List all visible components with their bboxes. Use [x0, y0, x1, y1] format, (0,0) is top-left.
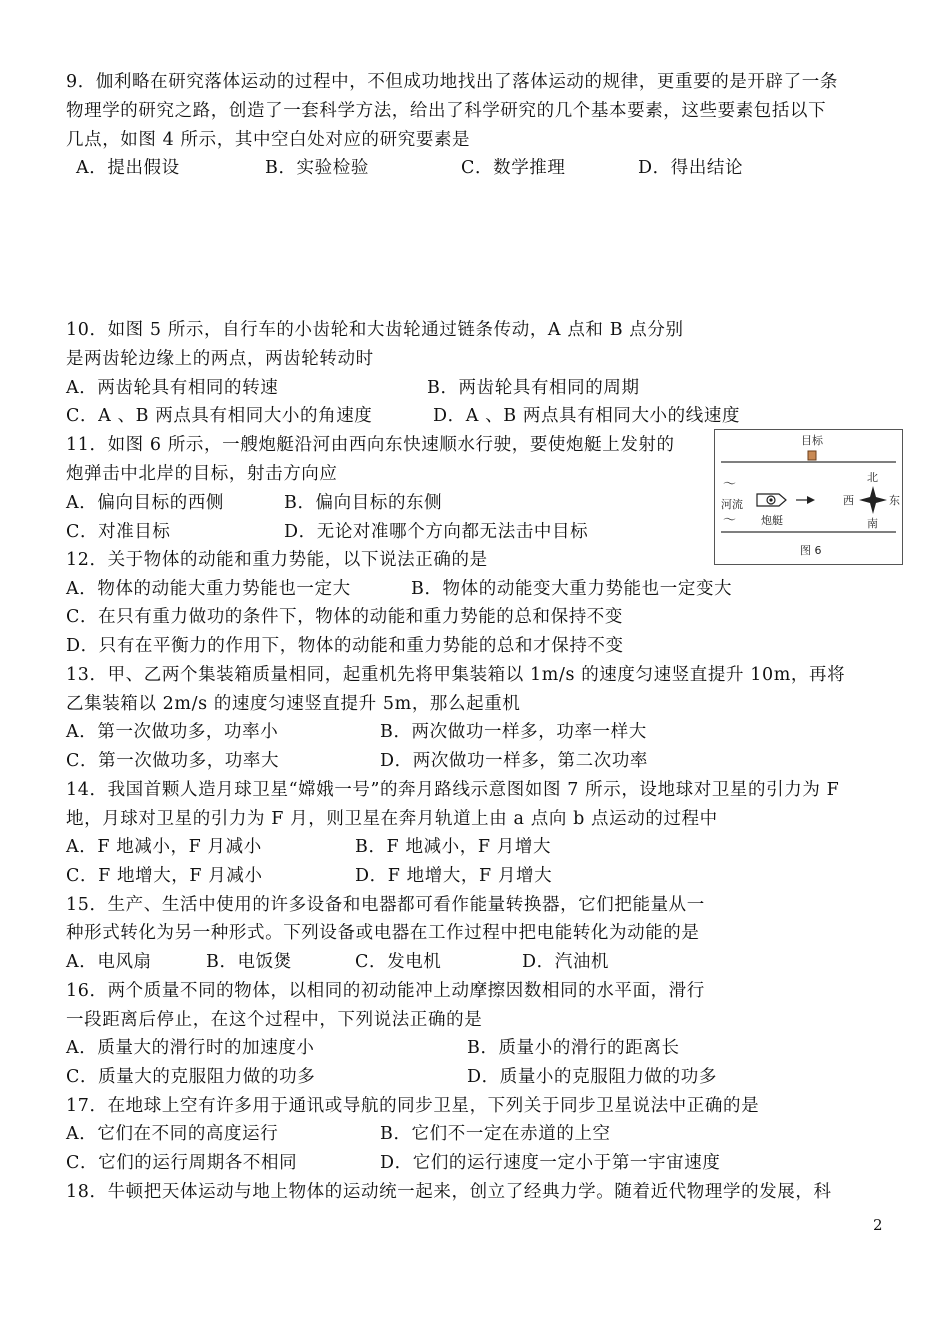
q9-line-3: 几点，如图 4 所示，其中空白处对应的研究要素是: [66, 130, 471, 150]
q15-option-b: B．电饭煲: [206, 952, 292, 972]
q10-line-1: 10．如图 5 所示，自行车的小齿轮和大齿轮通过链条传动，A 点和 B 点分别: [66, 320, 684, 340]
figure-6: [714, 429, 903, 565]
q13-line-2: 乙集装箱以 2m/s 的速度匀速竖直提升 5m，那么起重机: [66, 694, 521, 714]
compass-north-label: 北: [867, 471, 878, 484]
q11-option-a: A．偏向目标的西侧: [66, 493, 225, 513]
q13-option-b: B．两次做功一样多，功率一样大: [380, 722, 647, 742]
q16-option-a: A．质量大的滑行时的加速度小: [66, 1038, 315, 1058]
q13-option-d: D．两次做功一样多，第二次功率: [380, 751, 649, 771]
gunboat-icon: [757, 494, 786, 506]
compass-west-label: 西: [843, 494, 854, 507]
q12-option-c: C．在只有重力做功的条件下，物体的动能和重力势能的总和保持不变: [66, 607, 623, 627]
q10-option-a: A．两齿轮具有相同的转速: [66, 378, 279, 398]
q18-line-1: 18．牛顿把天体运动与地上物体的运动统一起来，创立了经典力学。随着近代物理学的发展，科: [66, 1182, 832, 1202]
q11-line-1: 11．如图 6 所示，一艘炮艇沿河由西向东快速顺水行驶，要使炮艇上发射的: [66, 435, 675, 455]
target-marker: [808, 451, 816, 460]
q14-option-d: D．F 地增大，F 月增大: [355, 866, 553, 886]
q11-line-2: 炮弹击中北岸的目标，射击方向应: [66, 464, 338, 484]
compass-east-label: 东: [889, 494, 900, 507]
q15-option-d: D．汽油机: [522, 952, 610, 972]
q13-option-a: A．第一次做功多，功率小: [66, 722, 279, 742]
q12-option-b: B．物体的动能变大重力势能也一定变大: [411, 579, 733, 599]
q10-line-2: 是两齿轮边缘上的两点，两齿轮转动时: [66, 349, 374, 369]
q9-line-1: 9．伽利略在研究落体运动的过程中，不但成功地找出了落体运动的规律，更重要的是开辟了一条: [66, 72, 838, 92]
q12-line-1: 12．关于物体的动能和重力势能，以下说法正确的是: [66, 550, 488, 570]
q10-option-c: C．A 、B 两点具有相同大小的角速度: [66, 406, 373, 426]
q17-line-1: 17．在地球上空有许多用于通讯或导航的同步卫星，下列关于同步卫星说法中正确的是: [66, 1096, 760, 1116]
q17-option-c: C．它们的运行周期各不相同: [66, 1153, 298, 1173]
page-number: 2: [873, 1216, 884, 1234]
q15-option-c: C．发电机: [355, 952, 442, 972]
q13-option-c: C．第一次做功多，功率大: [66, 751, 280, 771]
q16-line-1: 16．两个质量不同的物体，以相同的初动能冲上动摩擦因数相同的水平面，滑行: [66, 981, 705, 1001]
q14-line-1: 14．我国首颗人造月球卫星“嫦娥一号”的奔月路线示意图如图 7 所示，设地球对卫星的引力为 F: [66, 780, 840, 800]
q11-option-b: B．偏向目标的东侧: [284, 493, 443, 513]
q17-option-a: A．它们在不同的高度运行: [66, 1124, 279, 1144]
figure6-target-label: 目标: [801, 434, 823, 447]
q16-option-c: C．质量大的克服阻力做的功多: [66, 1067, 316, 1087]
river-wave-top: ～: [723, 477, 737, 492]
q12-option-d: D．只有在平衡力的作用下，物体的动能和重力势能的总和才保持不变: [66, 636, 624, 656]
q11-option-d: D．无论对准哪个方向都无法击中目标: [284, 522, 589, 542]
q9-option-c: C．数学推理: [461, 158, 566, 178]
figure6-river-label: 河流: [721, 498, 743, 511]
q17-option-d: D．它们的运行速度一定小于第一宇宙速度: [380, 1153, 721, 1173]
q15-line-1: 15．生产、生活中使用的许多设备和电器都可看作能量转换器，它们把能量从一: [66, 895, 705, 915]
q11-option-c: C．对准目标: [66, 522, 171, 542]
q16-option-b: B．质量小的滑行的距离长: [467, 1038, 680, 1058]
q9-option-a: A．提出假设: [76, 158, 180, 178]
q16-option-d: D．质量小的克服阻力做的功多: [467, 1067, 717, 1087]
velocity-arrow-icon: [796, 496, 815, 504]
q15-line-2: 种形式转化为另一种形式。下列设备或电器在工作过程中把电能转化为动能的是: [66, 923, 700, 943]
q17-option-b: B．它们不一定在赤道的上空: [380, 1124, 611, 1144]
q14-option-a: A．F 地减小，F 月减小: [66, 837, 262, 857]
q14-option-b: B．F 地减小，F 月增大: [355, 837, 552, 857]
q14-line-2: 地，月球对卫星的引力为 F 月，则卫星在奔月轨道上由 a 点向 b 点运动的过程中: [66, 809, 718, 829]
q14-option-c: C．F 地增大，F 月减小: [66, 866, 263, 886]
q9-option-d: D．得出结论: [638, 158, 744, 178]
figure6-boat-label: 炮艇: [761, 514, 783, 527]
q13-line-1: 13．甲、乙两个集装箱质量相同，起重机先将甲集装箱以 1m/s 的速度匀速竖直提升 10m，再将: [66, 665, 846, 685]
q12-option-a: A．物体的动能大重力势能也一定大: [66, 579, 351, 599]
compass-south-label: 南: [867, 517, 878, 530]
q15-option-a: A．电风扇: [66, 952, 152, 972]
figure6-caption: 图 6: [800, 544, 822, 557]
q9-line-2: 物理学的研究之路，创造了一套科学方法，给出了科学研究的几个基本要素，这些要素包括以下: [66, 101, 827, 121]
q16-line-2: 一段距离后停止，在这个过程中，下列说法正确的是: [66, 1010, 483, 1030]
q9-option-b: B．实验检验: [265, 158, 369, 178]
q10-option-b: B．两齿轮具有相同的周期: [427, 378, 640, 398]
river-wave-bottom: ～: [723, 513, 737, 528]
compass-icon: [859, 486, 887, 514]
q10-option-d: D．A 、B 两点具有相同大小的线速度: [433, 406, 741, 426]
